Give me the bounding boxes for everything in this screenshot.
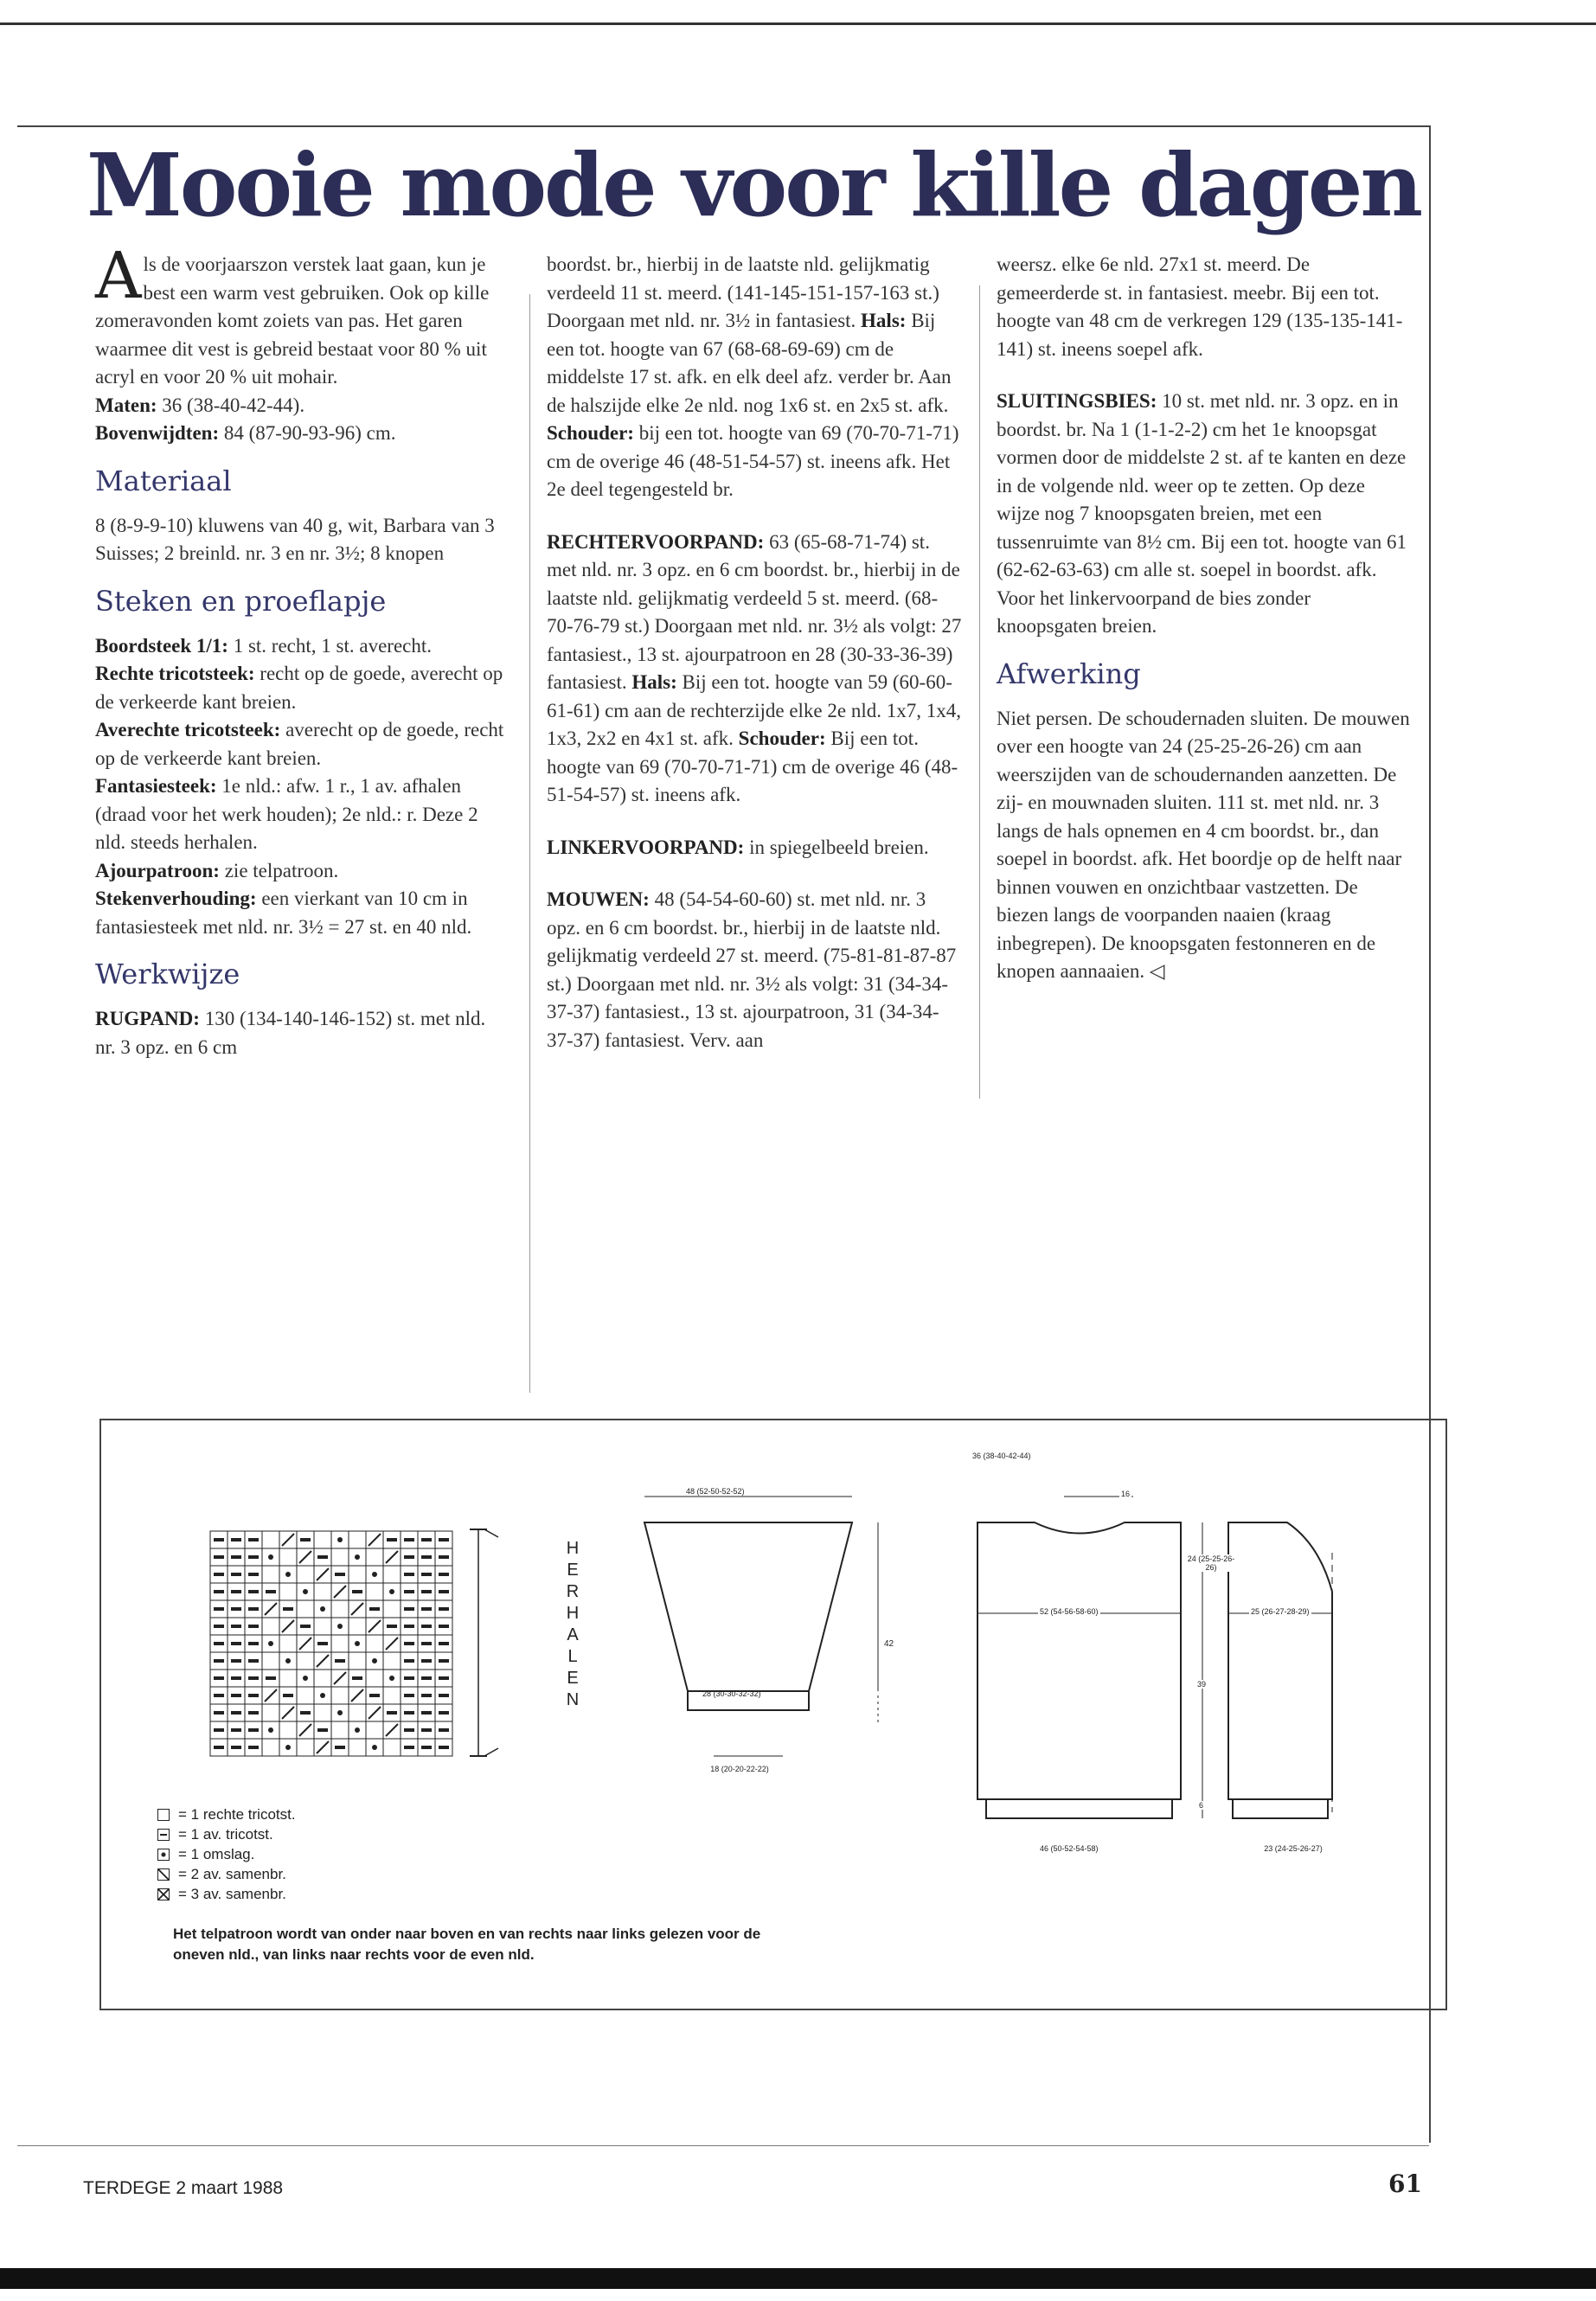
chart-purl-mark	[248, 1676, 259, 1680]
front-bottom-label: 23 (24-25-26-27)	[1264, 1844, 1323, 1853]
chart-cell	[349, 1704, 366, 1721]
chart-decrease-mark	[386, 1638, 398, 1650]
sluitingsbies-text: SLUITINGSBIES: 10 st. met nld. nr. 3 opz. en in boordst. br. Na 1 (1-1-2-2) cm het 1e knoopsgat vormen door de middelste 2 st. af te kanten en deze in de volgende nld. weer op te zetten. Op deze wijze nog 7 knoopsgaten breien, met een tussenruimte van 8½ cm. Bij een tot. hoogte van 61 (62-62-63-63) cm alle st. soepel in boordst. afk. Voor het linkervoorpand de bies zonder knoopsgaten breien.	[997, 390, 1407, 637]
chart-purl-mark	[369, 1607, 380, 1611]
chart-cell	[262, 1566, 279, 1583]
chart-purl-mark	[248, 1728, 259, 1732]
chart-purl-mark	[317, 1642, 328, 1645]
chart-cell	[262, 1618, 279, 1635]
chart-purl-mark	[214, 1607, 224, 1611]
chart-decrease-mark	[334, 1586, 346, 1598]
chart-yarnover-mark	[320, 1606, 325, 1612]
chart-purl-mark	[231, 1573, 241, 1576]
chart-purl-mark	[248, 1573, 259, 1576]
averechte-text: Averechte tricotsteek: averecht op de goede, recht op de verkeerde kant breien.	[95, 719, 504, 769]
chart-purl-mark	[404, 1659, 414, 1663]
chart-purl-mark	[421, 1711, 432, 1715]
chart-purl-mark	[404, 1625, 414, 1628]
chart-yarnover-mark	[372, 1572, 377, 1577]
chart-yarnover-mark	[372, 1658, 377, 1663]
chart-cell	[279, 1635, 297, 1652]
chart-purl-mark	[248, 1642, 259, 1645]
rechtervoorpand-text: RECHTERVOORPAND: 63 (65-68-71-74) st. met nld. nr. 3 opz. en 6 cm boordst. br., hierbij in de laatste nld. gelijkmatig verdeeld 5 st. meerd. (68-70-76-79 st.) Doorgaan met nld. nr. 3½ als volgt: 27 fantasiest., 13 st. ajourpatroon en 28 (30-33-36-39) fantasiest. Hals: Bij een tot. hoogte van 59 (60-60-61-61) cm aan de rechterzijde elke 2e nld. 1x7, 1x4, 1x3, 2x2 en 4x1 st. afk. Schouder: Bij een tot. hoogte van 69 (70-70-71-71) cm de overige 46 (48-51-54-57) st. ineens afk.	[547, 530, 962, 805]
chart-cell	[262, 1739, 279, 1756]
chart-purl-mark	[214, 1538, 224, 1541]
chart-yarnover-mark	[285, 1572, 291, 1577]
chart-yarnover-mark	[389, 1589, 394, 1594]
chart-purl-mark	[421, 1642, 432, 1645]
chart-decrease-mark	[265, 1603, 277, 1615]
body-schematic	[969, 1449, 1384, 1838]
chart-purl-mark	[300, 1711, 311, 1715]
chart-purl-mark	[231, 1676, 241, 1680]
chart-purl-mark	[214, 1676, 224, 1680]
chart-purl-mark	[231, 1659, 241, 1663]
chart-decrease-mark	[317, 1741, 329, 1753]
chart-purl-mark	[248, 1711, 259, 1715]
fantasie-text: Fantasiesteek: 1e nld.: afw. 1 r., 1 av. afhalen (draad voor het werk houden); 2e nld.: r. Deze 2 nld. steeds herhalen.	[95, 775, 478, 853]
chart-cell	[279, 1670, 297, 1687]
chart-cell	[279, 1721, 297, 1739]
legend-item: = 2 av. samenbr.	[157, 1864, 296, 1884]
chart-purl-mark	[421, 1676, 432, 1680]
chart-yarnover-mark	[355, 1554, 360, 1560]
front-panel-outline	[1228, 1522, 1332, 1799]
chart-purl-mark	[439, 1625, 449, 1628]
chart-purl-mark	[335, 1573, 345, 1576]
chart-cell	[262, 1704, 279, 1721]
chart-purl-mark	[214, 1642, 224, 1645]
chart-purl-mark	[248, 1659, 259, 1663]
chart-purl-mark	[248, 1538, 259, 1541]
width-label: 52 (54-56-58-60)	[1040, 1607, 1099, 1616]
materiaal-text: 8 (8-9-9-10) kluwens van 40 g, wit, Barbara van 3 Suisses; 2 breinld. nr. 3 en nr. 3½; 8 knopen	[95, 514, 495, 564]
sleeve-schematic	[614, 1471, 908, 1799]
chart-purl-mark	[283, 1694, 293, 1697]
chart-yarnover-mark	[337, 1537, 343, 1542]
chart-purl-mark	[283, 1607, 293, 1611]
chart-purl-mark	[317, 1555, 328, 1559]
chart-purl-mark	[248, 1555, 259, 1559]
chart-purl-mark	[387, 1625, 397, 1628]
page-number: 61	[1388, 2170, 1422, 2198]
chart-purl-mark	[404, 1676, 414, 1680]
chart-purl-mark	[404, 1694, 414, 1697]
boord-label: 6	[1199, 1801, 1204, 1810]
chart-purl-mark	[214, 1694, 224, 1697]
chart-purl-mark	[214, 1746, 224, 1749]
chart-purl-mark	[214, 1590, 224, 1593]
chart-yarnover-mark	[268, 1727, 273, 1733]
chart-cell	[262, 1531, 279, 1548]
height-label: 39	[1197, 1680, 1207, 1689]
chart-purl-mark	[248, 1625, 259, 1628]
chart-yarnover-mark	[355, 1641, 360, 1646]
chart-decrease-mark	[386, 1551, 398, 1563]
chart-purl-mark	[439, 1555, 449, 1559]
sleeve-outline	[644, 1522, 852, 1691]
chart-purl-mark	[266, 1676, 276, 1680]
chart-purl-mark	[231, 1746, 241, 1749]
chart-purl-mark	[214, 1555, 224, 1559]
chart-decrease-mark	[386, 1724, 398, 1736]
chart-cell	[297, 1739, 314, 1756]
chart-purl-mark	[248, 1694, 259, 1697]
armhole-label: 24 (25-25-26-26)	[1185, 1554, 1237, 1572]
chart-purl-mark	[421, 1625, 432, 1628]
chart-cell	[331, 1687, 349, 1704]
chart-purl-mark	[352, 1676, 362, 1680]
chart-purl-mark	[404, 1590, 414, 1593]
chart-decrease-mark	[282, 1620, 294, 1632]
chart-purl-mark	[214, 1728, 224, 1732]
chart-yarnover-mark	[372, 1745, 377, 1750]
spacer	[547, 810, 962, 834]
chart-purl-mark	[404, 1555, 414, 1559]
intro-paragraph: Als de voorjaarszon verstek laat gaan, kun je best een warm vest gebruiken. Ook op kille zomeravonden komt zoiets van pas. Het garen waarmee dit vest is gebreid bestaat voor 80 % uit acryl en voor 20 % uit mohair.	[95, 239, 490, 388]
chart-purl-mark	[421, 1746, 432, 1749]
chart-purl-mark	[335, 1746, 345, 1749]
maten-line: Maten: 36 (38-40-42-44).	[95, 394, 305, 416]
chart-cell	[349, 1652, 366, 1670]
heading-werkwijze: Werkwijze	[95, 958, 240, 990]
chart-decrease-mark	[299, 1724, 311, 1736]
chart-cell	[366, 1670, 383, 1687]
chart-purl-mark	[439, 1642, 449, 1645]
chart-decrease-mark	[299, 1638, 311, 1650]
mouwen-text: MOUWEN: 48 (54-54-60-60) st. met nld. nr. 3 opz. en 6 cm boordst. br., hierbij in de laatste nld. gelijkmatig verdeeld 27 st. meerd. (75-81-81-87-87 st.) Doorgaan met nld. nr. 3½ als volgt: 31 (34-34-37-37) fantasiest., 13 st. ajourpatroon, 31 (34-34-37-37) fantasiest. Verv. aan	[547, 888, 957, 1051]
chart-decrease-mark	[299, 1551, 311, 1563]
chart-cell	[366, 1583, 383, 1600]
chart-purl-mark	[404, 1573, 414, 1576]
chart-cell	[383, 1687, 401, 1704]
chart-decrease-mark	[317, 1568, 329, 1580]
chart-yarnover-mark	[303, 1589, 308, 1594]
heading-afwerking: Afwerking	[997, 657, 1141, 690]
chart-purl-mark	[266, 1590, 276, 1593]
chart-cell	[331, 1721, 349, 1739]
chart-cell	[349, 1739, 366, 1756]
chart-yarnover-mark	[337, 1710, 343, 1715]
dot-square-icon	[157, 1849, 170, 1861]
chart-purl-mark	[421, 1538, 432, 1541]
chart-cell	[383, 1600, 401, 1618]
chart-yarnover-mark	[268, 1641, 273, 1646]
chart-purl-mark	[404, 1711, 414, 1715]
chart-purl-mark	[404, 1538, 414, 1541]
sleeve-height-label: 42	[884, 1639, 894, 1649]
chart-yarnover-mark	[320, 1693, 325, 1698]
sleeve-bottom-label: 18 (20-20-22-22)	[710, 1765, 769, 1773]
chart-cell	[262, 1652, 279, 1670]
chart-purl-mark	[214, 1625, 224, 1628]
chart-cell	[383, 1652, 401, 1670]
chart-purl-mark	[439, 1728, 449, 1732]
herhalen-label: H E R H A L E N	[566, 1539, 580, 1709]
bovenwijdten-line: Bovenwijdten: 84 (87-90-93-96) cm.	[95, 422, 396, 444]
chart-purl-mark	[214, 1711, 224, 1715]
chart-purl-mark	[231, 1711, 241, 1715]
chart-purl-mark	[248, 1746, 259, 1749]
footer-publication: TERDEGE 2 maart 1988	[83, 2178, 284, 2198]
chart-grid	[210, 1531, 452, 1756]
chart-decrease-mark	[334, 1672, 346, 1684]
chart-cell	[297, 1600, 314, 1618]
chart-purl-mark	[404, 1642, 414, 1645]
chart-purl-mark	[421, 1659, 432, 1663]
boordsteek-text: Boordsteek 1/1: 1 st. recht, 1 st. averecht.	[95, 634, 432, 657]
front-top-label: 25 (26-27-28-29)	[1251, 1607, 1310, 1616]
empty-square-icon	[157, 1809, 170, 1821]
chart-yarnover-mark	[337, 1624, 343, 1629]
spacer	[997, 363, 1412, 388]
size-label: 36 (38-40-42-44)	[972, 1452, 1031, 1460]
top-rule	[0, 22, 1596, 25]
chart-purl-mark	[214, 1573, 224, 1576]
linkervoorpand-text: LINKERVOORPAND: in spiegelbeeld breien.	[547, 836, 929, 858]
chart-purl-mark	[231, 1590, 241, 1593]
sleeve-cuff-label: 28 (30-30-32-32)	[702, 1689, 761, 1698]
chart-cell	[349, 1566, 366, 1583]
chart-purl-mark	[439, 1538, 449, 1541]
dash-square-icon	[157, 1829, 170, 1841]
verhouding-text: Stekenverhouding: een vierkant van 10 cm in fantasiesteek met nld. nr. 3½ = 27 st. en 40 nld.	[95, 888, 472, 938]
back-panel-outline	[977, 1522, 1181, 1799]
chart-reading-note: Het telpatroon wordt van onder naar boven en van rechts naar links gelezen voor de oneven nld., van links naar rechts voor de even nld.	[173, 1926, 761, 1963]
rechte-text: Rechte tricotsteek: recht op de goede, averecht op de verkeerde kant breien.	[95, 663, 503, 713]
front-panel-boord	[1233, 1799, 1328, 1818]
legend-item: = 1 rechte tricotst.	[157, 1804, 296, 1824]
chart-cell	[331, 1635, 349, 1652]
chart-purl-mark	[369, 1694, 380, 1697]
knitting-chart	[206, 1527, 500, 1773]
chart-purl-mark	[404, 1746, 414, 1749]
heading-materiaal: Materiaal	[95, 464, 232, 497]
col2-intro: boordst. br., hierbij in de laatste nld. gelijkmatig verdeeld 11 st. meerd. (141-145-151-157-163 st.) Doorgaan met nld. nr. 3½ in fantasiest. Hals: Bij een tot. hoogte van 67 (68-68-69-69) cm de middelste 17 st. afk. en elk deel afz. verder br. Aan de halszijde elke 2e nld. nog 1x6 st. en 2x5 st. afk. Schouder: bij een tot. hoogte van 69 (70-70-71-71) cm de overige 46 (48-51-54-57) st. ineens afk. Het 2e deel tegengesteld br.	[547, 253, 959, 500]
chart-cell	[349, 1618, 366, 1635]
chart-cell	[314, 1670, 331, 1687]
chart-cell	[366, 1548, 383, 1566]
chart-purl-mark	[421, 1555, 432, 1559]
chart-purl-mark	[300, 1538, 311, 1541]
chart-decrease-mark	[351, 1689, 363, 1702]
drop-cap: A	[95, 239, 142, 313]
chart-purl-mark	[352, 1590, 362, 1593]
chart-purl-mark	[439, 1607, 449, 1611]
chart-purl-mark	[248, 1607, 259, 1611]
chart-purl-mark	[231, 1538, 241, 1541]
chart-top-tick	[484, 1529, 498, 1537]
sleeve-top-label: 48 (52-50-52-52)	[683, 1487, 747, 1496]
chart-purl-mark	[404, 1728, 414, 1732]
cross-square-icon	[157, 1888, 170, 1900]
chart-purl-mark	[231, 1625, 241, 1628]
chart-yarnover-mark	[268, 1554, 273, 1560]
chart-cell	[297, 1652, 314, 1670]
chart-cell	[366, 1721, 383, 1739]
spacer	[547, 862, 962, 886]
chart-purl-mark	[404, 1607, 414, 1611]
column-2	[547, 251, 962, 1054]
chart-cell	[297, 1687, 314, 1704]
chart-decrease-mark	[282, 1707, 294, 1719]
legend-item: = 3 av. samenbr.	[157, 1884, 296, 1904]
chart-purl-mark	[421, 1573, 432, 1576]
chart-purl-mark	[439, 1590, 449, 1593]
footer-rule	[17, 2145, 1429, 2146]
column-separator	[979, 285, 980, 1099]
chart-bottom-tick	[484, 1748, 498, 1756]
chart-purl-mark	[439, 1711, 449, 1715]
column-3	[997, 251, 1412, 986]
chart-decrease-mark	[369, 1534, 381, 1546]
ajour-text: Ajourpatroon: zie telpatroon.	[95, 859, 339, 881]
back-panel-boord	[986, 1799, 1172, 1818]
chart-yarnover-mark	[285, 1658, 291, 1663]
chart-purl-mark	[387, 1538, 397, 1541]
chart-purl-mark	[231, 1694, 241, 1697]
chart-decrease-mark	[282, 1534, 294, 1546]
chart-cell	[279, 1548, 297, 1566]
bottom-label: 46 (50-52-54-58)	[1040, 1844, 1099, 1853]
chart-cell	[383, 1566, 401, 1583]
chart-cell	[366, 1635, 383, 1652]
chart-purl-mark	[300, 1625, 311, 1628]
chart-legend	[157, 1804, 296, 1904]
spacer	[547, 504, 962, 529]
bottom-rule	[0, 2268, 1596, 2289]
chart-purl-mark	[317, 1728, 328, 1732]
chart-yarnover-mark	[303, 1676, 308, 1681]
chart-cell	[314, 1531, 331, 1548]
chart-purl-mark	[439, 1659, 449, 1663]
chart-purl-mark	[421, 1607, 432, 1611]
chart-purl-mark	[421, 1694, 432, 1697]
chart-purl-mark	[248, 1590, 259, 1593]
chart-cell	[314, 1618, 331, 1635]
chart-cell	[297, 1566, 314, 1583]
chart-cell	[314, 1704, 331, 1721]
chart-cell	[314, 1583, 331, 1600]
chart-purl-mark	[421, 1728, 432, 1732]
chart-purl-mark	[439, 1694, 449, 1697]
legend-item: = 1 av. tricotst.	[157, 1824, 296, 1844]
chart-yarnover-mark	[389, 1676, 394, 1681]
chart-decrease-mark	[369, 1620, 381, 1632]
chart-purl-mark	[421, 1590, 432, 1593]
slash-square-icon	[157, 1868, 170, 1881]
chart-purl-mark	[439, 1573, 449, 1576]
chart-yarnover-mark	[355, 1727, 360, 1733]
chart-decrease-mark	[351, 1603, 363, 1615]
chart-cell	[331, 1600, 349, 1618]
chart-purl-mark	[335, 1659, 345, 1663]
chart-cell	[331, 1548, 349, 1566]
chart-purl-mark	[439, 1746, 449, 1749]
chart-purl-mark	[387, 1711, 397, 1715]
legend-item: = 1 omslag.	[157, 1844, 296, 1864]
heading-steken: Steken en proeflapje	[95, 584, 387, 618]
chart-decrease-mark	[265, 1689, 277, 1702]
chart-cell	[383, 1739, 401, 1756]
chart-decrease-mark	[369, 1707, 381, 1719]
chart-purl-mark	[231, 1642, 241, 1645]
chart-purl-mark	[231, 1555, 241, 1559]
chart-purl-mark	[214, 1659, 224, 1663]
chart-purl-mark	[439, 1676, 449, 1680]
neck-label: 16	[1121, 1490, 1131, 1498]
chart-purl-mark	[231, 1728, 241, 1732]
chart-cell	[279, 1583, 297, 1600]
chart-decrease-mark	[317, 1655, 329, 1667]
page-title: Mooie mode voor kille dagen	[87, 134, 1421, 236]
chart-yarnover-mark	[285, 1745, 291, 1750]
column-separator	[529, 294, 530, 1393]
rugpand-text: RUGPAND: 130 (134-140-146-152) st. met nld. nr. 3 opz. en 6 cm	[95, 1008, 486, 1058]
column-1	[95, 239, 510, 1061]
col3-intro: weersz. elke 6e nld. 27x1 st. meerd. De gemeerderde st. in fantasiest. meebr. Bij een tot. hoogte van 48 cm de verkregen 129 (135-135-141-141) st. ineens soepel afk.	[997, 253, 1403, 360]
afwerking-text: Niet persen. De schoudernaden sluiten. De mouwen over een hoogte van 24 (25-25-26-26) cm aan weerszijden van de schoudernanden aanzetten. De zij- en mouwnaden sluiten. 111 st. met nld. nr. 3 langs de hals opnemen en 4 cm boordst. br., dan soepel in boordst. afk. Het boordje op de helft naar binnen vouwen en onzichtbaar vastzetten. De biezen langs de voorpanden naaien (kraag inbegrepen). De knoopsgaten festonneren en de knopen aannaaien. ◁	[997, 707, 1410, 982]
chart-cell	[349, 1531, 366, 1548]
chart-purl-mark	[231, 1607, 241, 1611]
